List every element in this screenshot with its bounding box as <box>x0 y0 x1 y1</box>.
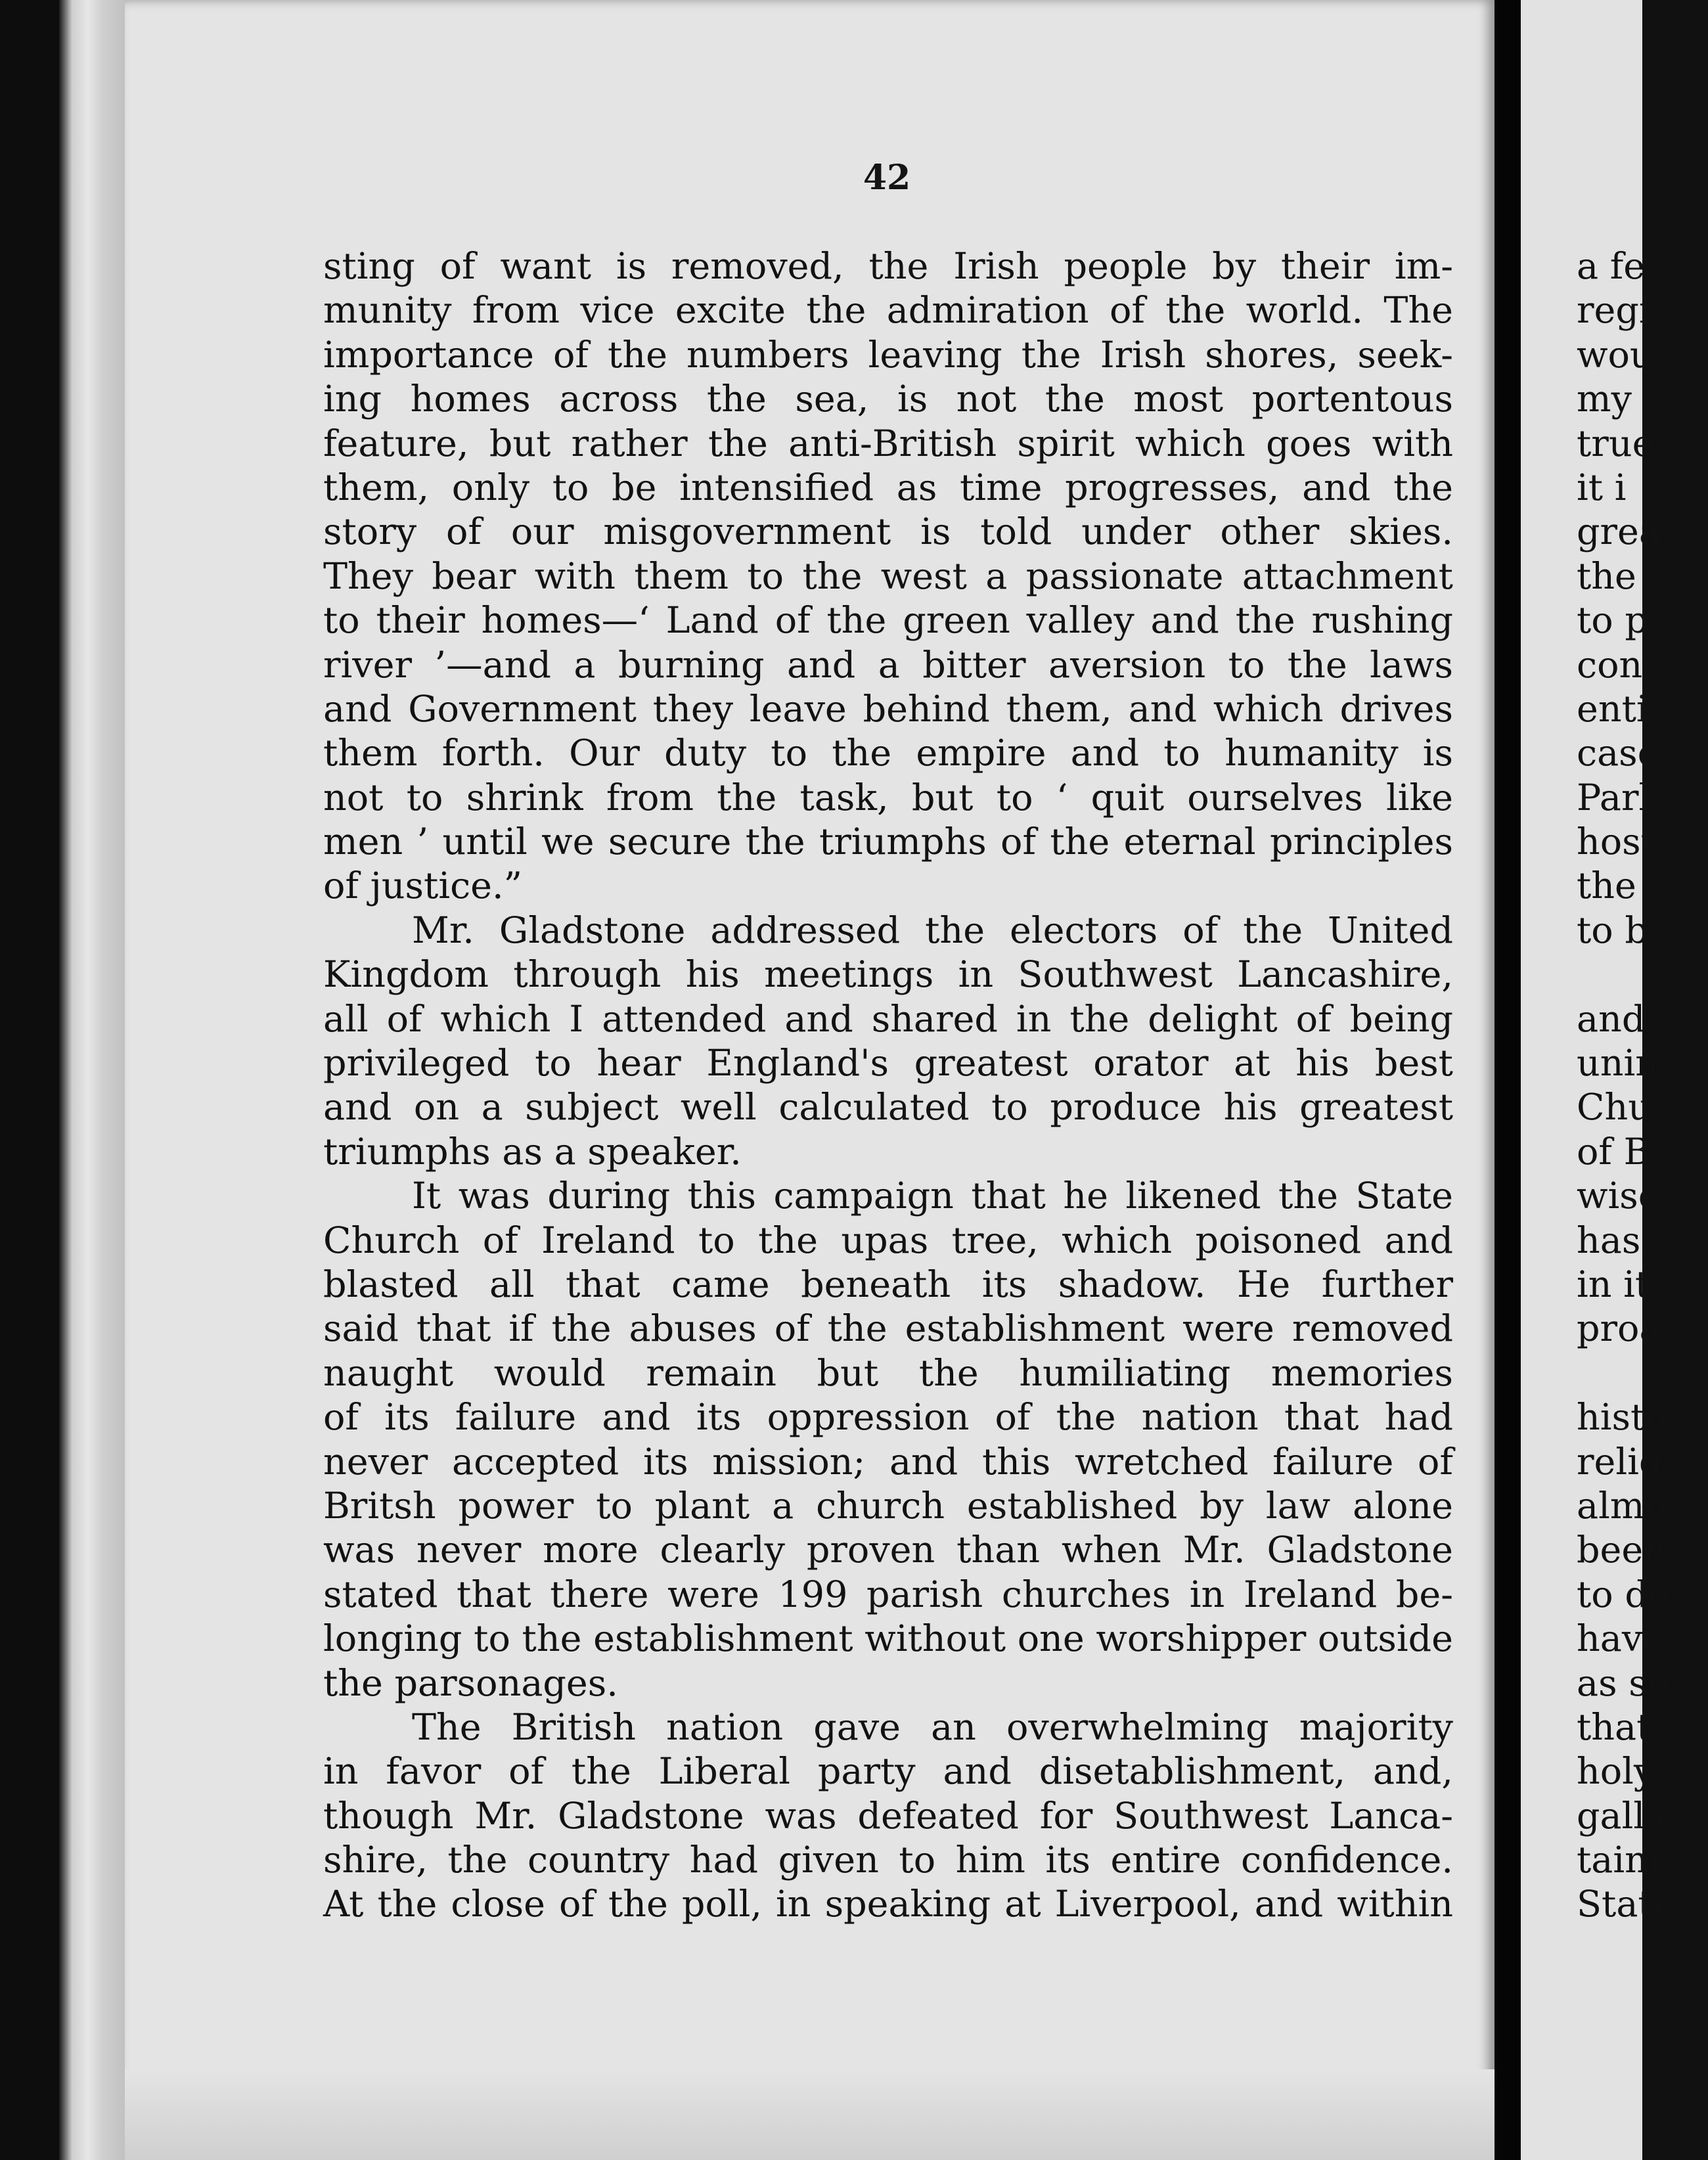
text-line: naught would remain but the humiliating memories <box>323 1351 1453 1395</box>
right-text-line: case <box>1577 732 1659 775</box>
text-line: shire, the country had given to him its entire confidence. <box>323 1839 1453 1882</box>
right-text-line <box>1577 1351 1708 1395</box>
right-text-line: it i <box>1577 466 1627 509</box>
text-line: privileged to hear England's greatest orator at his best <box>323 1042 1453 1085</box>
page-number: 42 <box>863 158 911 198</box>
right-text-line: that <box>1577 1705 1652 1749</box>
right-text-line: grea <box>1577 510 1661 554</box>
right-text-line: taini <box>1577 1839 1660 1882</box>
right-text-line: and, <box>1577 997 1657 1041</box>
right-text-line: cons <box>1577 643 1661 686</box>
right-text-line: a fe <box>1577 245 1646 288</box>
text-line: to their homes—‘ Land of the green valley and the rushing <box>323 599 1453 642</box>
page-bottom-shade <box>125 2069 1494 2160</box>
text-line: was never more clearly proven than when Mr. Gladstone <box>323 1529 1453 1572</box>
text-line: story of our misgovernment is told under other skies. <box>323 510 1453 554</box>
text-line: the parsonages. <box>323 1661 618 1705</box>
main-text-block <box>323 244 1453 1927</box>
text-line: feature, but rather the anti-British spirit which goes with <box>323 422 1453 465</box>
right-text-line: relig <box>1577 1440 1663 1483</box>
right-text-line: histo <box>1577 1396 1667 1439</box>
right-text-line: almo <box>1577 1484 1667 1527</box>
text-line: triumphs as a speaker. <box>323 1130 742 1173</box>
right-text-line: to b <box>1577 909 1648 952</box>
book-gutter <box>1494 0 1521 2160</box>
text-line: in favor of the Liberal party and disetablishment, and, <box>323 1750 1453 1793</box>
text-line: At the close of the poll, in speaking at Liverpool, and within <box>323 1883 1453 1926</box>
text-line: of justice.” <box>323 865 523 908</box>
text-line: of its failure and its oppression of the nation that had <box>323 1396 1453 1439</box>
right-text-line: true <box>1577 422 1654 465</box>
text-line: sting of want is removed, the Irish people by their im- <box>323 245 1453 288</box>
right-text-line: has <box>1577 1219 1641 1262</box>
right-text-line: have <box>1577 1617 1665 1661</box>
right-text-line: wise <box>1577 1175 1660 1218</box>
text-line: ing homes across the sea, is not the most portentous <box>323 378 1453 421</box>
text-line: stated that there were 199 parish churches in Ireland be- <box>323 1573 1453 1616</box>
text-line: munity from vice excite the admiration of the world. The <box>323 289 1453 332</box>
right-text-line: host <box>1577 821 1655 864</box>
right-page-text-fragment <box>1577 244 1708 1927</box>
right-text-line: Parl <box>1577 776 1651 819</box>
right-text-line: State <box>1577 1883 1674 1926</box>
text-line: It was during this campaign that he likened the State <box>412 1175 1453 1218</box>
right-text-line: of B <box>1577 1130 1651 1173</box>
text-line: blasted all that came beneath its shadow. He further <box>323 1263 1453 1306</box>
right-text-line: unin <box>1577 1042 1659 1085</box>
text-line: men ’ until we secure the triumphs of the eternal principles <box>323 821 1453 864</box>
text-line: not to shrink from the task, but to ‘ quit ourselves like <box>323 776 1453 819</box>
right-text-line: been <box>1577 1529 1667 1572</box>
right-text-line: to de <box>1577 1573 1670 1616</box>
text-line: They bear with them to the west a passionate attachment <box>323 554 1453 598</box>
text-line: importance of the numbers leaving the Irish shores, seek- <box>323 333 1453 376</box>
text-line: Britsh power to plant a church established by law alone <box>323 1484 1453 1527</box>
right-text-line: my <box>1577 378 1632 421</box>
right-text-line: Chu <box>1577 1086 1652 1129</box>
text-line: and on a subject well calculated to produce his greatest <box>323 1086 1453 1129</box>
text-line: said that if the abuses of the establishment were removed <box>323 1307 1453 1351</box>
text-line: Kingdom through his meetings in Southwest Lancashire, <box>323 953 1453 997</box>
right-text-line <box>1577 953 1708 997</box>
text-line: and Government they leave behind them, and which drives <box>323 687 1453 731</box>
right-text-line: regi <box>1577 289 1651 332</box>
text-line: never accepted its mission; and this wretched failure of <box>323 1440 1453 1483</box>
right-text-line: proa <box>1577 1307 1661 1351</box>
right-text-line: to p <box>1577 599 1648 642</box>
text-line: Mr. Gladstone addressed the electors of the United <box>412 909 1453 952</box>
text-line: all of which I attended and shared in the delight of being <box>323 997 1453 1041</box>
right-text-line: the <box>1577 554 1636 598</box>
text-line: them, only to be intensified as time progresses, and the <box>323 466 1453 509</box>
right-text-line: as so <box>1577 1661 1670 1705</box>
text-line: longing to the establishment without one worshipper outside <box>323 1617 1453 1661</box>
right-text-line: wou <box>1577 333 1653 376</box>
right-text-line: enti <box>1577 687 1648 731</box>
right-text-line: holy <box>1577 1750 1655 1793</box>
page-edge-left <box>59 0 131 2160</box>
text-line: river ’—and a burning and a bitter aversion to the laws <box>323 643 1453 686</box>
text-line: though Mr. Gladstone was defeated for Southwest Lanca- <box>323 1794 1453 1837</box>
right-text-line: in it <box>1577 1263 1650 1306</box>
text-line: them forth. Our duty to the empire and to humanity is <box>323 732 1453 775</box>
text-line: The British nation gave an overwhelming majority <box>412 1705 1453 1749</box>
right-text-line: the <box>1577 865 1636 908</box>
text-line: Church of Ireland to the upas tree, which poisoned and <box>323 1219 1453 1262</box>
right-text-line: galla <box>1577 1794 1667 1837</box>
